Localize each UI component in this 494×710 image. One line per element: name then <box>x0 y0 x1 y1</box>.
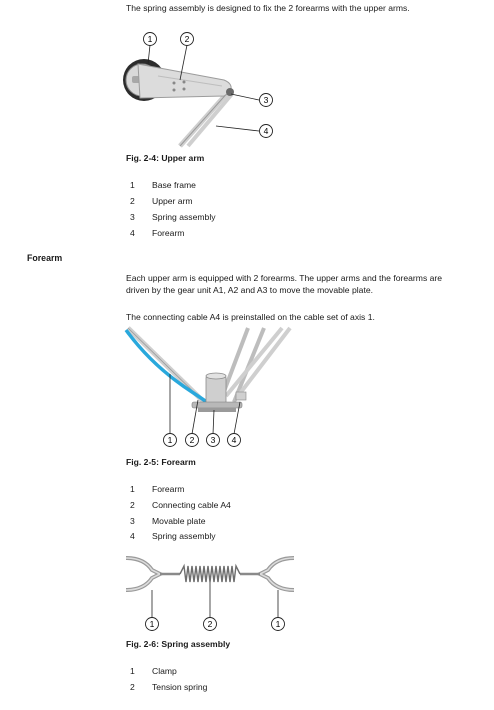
clamp-right <box>260 558 294 590</box>
callout-marker <box>204 618 217 631</box>
legend-number: 3 <box>130 212 135 222</box>
spring-assembly-figure <box>122 548 298 634</box>
legend-label: Tension spring <box>152 682 208 692</box>
callout-marker <box>207 434 220 447</box>
legend-label: Base frame <box>152 180 196 190</box>
movable-plate-body <box>206 376 226 406</box>
intro-paragraph: The spring assembly is designed to fix the 2 forearms with the upper arms. <box>126 3 410 13</box>
legend-number: 1 <box>130 180 135 190</box>
legend-label: Forearm <box>152 484 185 494</box>
legend-label: Spring assembly <box>152 531 216 541</box>
svg-text:4: 4 <box>263 126 269 136</box>
callout-marker <box>272 618 285 631</box>
callout-marker <box>228 434 241 447</box>
upper-arm-figure <box>118 28 288 150</box>
legend-label: Connecting cable A4 <box>152 500 231 510</box>
svg-text:2: 2 <box>184 34 190 44</box>
legend-number: 4 <box>130 228 135 238</box>
clamp-left <box>126 558 160 590</box>
svg-text:2: 2 <box>189 435 195 445</box>
callout-marker <box>144 33 157 46</box>
forearm-figure <box>122 326 302 452</box>
callout-marker <box>146 618 159 631</box>
legend-label: Spring assembly <box>152 212 216 222</box>
legend-number: 1 <box>130 666 135 676</box>
body-paragraph: The connecting cable A4 is preinstalled on the cable set of axis 1. <box>126 312 375 322</box>
body-paragraph: Each upper arm is equipped with 2 forearms. The upper arms and the forearms are driven by the gear unit A1, A2 and A3 to move the movable plate. <box>126 273 443 295</box>
svg-text:3: 3 <box>210 435 216 445</box>
callout-marker <box>260 94 273 107</box>
svg-text:3: 3 <box>263 95 269 105</box>
svg-text:1: 1 <box>147 34 153 44</box>
callout-marker <box>186 434 199 447</box>
figure-caption: Fig. 2-5: Forearm <box>126 457 196 467</box>
svg-text:4: 4 <box>231 435 237 445</box>
figure-caption: Fig. 2-6: Spring assembly <box>126 639 231 649</box>
legend-number: 2 <box>130 682 135 692</box>
legend-number: 1 <box>130 484 135 494</box>
legend-label: Forearm <box>152 228 185 238</box>
callout-marker <box>164 434 177 447</box>
section-heading: Forearm <box>27 253 63 263</box>
svg-text:2: 2 <box>207 619 213 629</box>
legend-number: 2 <box>130 196 135 206</box>
forearm-rod <box>188 94 232 146</box>
legend-number: 2 <box>130 500 135 510</box>
legend-label: Upper arm <box>152 196 193 206</box>
forearm-rod <box>180 90 230 146</box>
tension-spring <box>180 566 240 582</box>
svg-text:1: 1 <box>275 619 281 629</box>
figure-caption: Fig. 2-4: Upper arm <box>126 153 205 163</box>
svg-text:1: 1 <box>149 619 155 629</box>
spring-end <box>226 88 234 96</box>
callout-marker <box>181 33 194 46</box>
legend-label: Clamp <box>152 666 177 676</box>
svg-text:1: 1 <box>167 435 173 445</box>
legend-number: 4 <box>130 531 135 541</box>
legend-number: 3 <box>130 516 135 526</box>
callout-marker <box>260 125 273 138</box>
legend-label: Movable plate <box>152 516 206 526</box>
